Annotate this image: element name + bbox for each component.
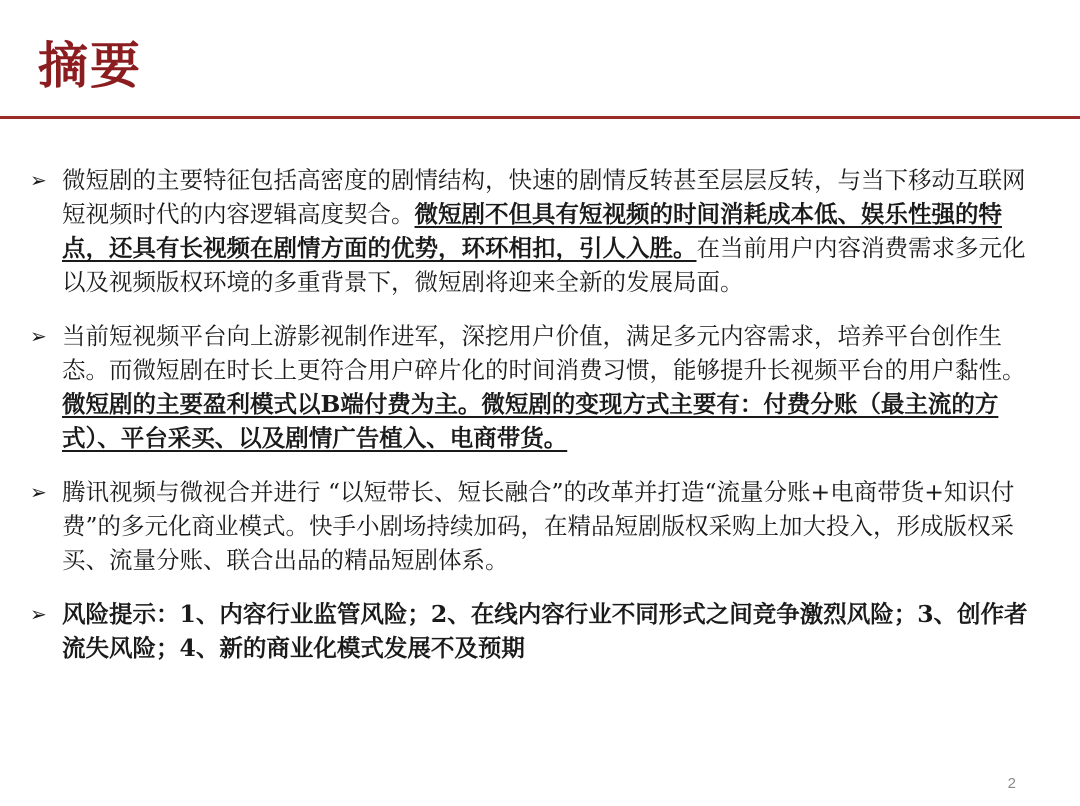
arrow-bullet-icon: ➢ <box>30 480 47 504</box>
arrow-bullet-icon: ➢ <box>30 168 47 192</box>
arrow-bullet-icon: ➢ <box>30 324 47 348</box>
bullet-text: 微短剧的主要特征包括高密度的剧情结构，快速的剧情反转甚至层层反转，与当下移动互联网短视频时代的内容逻辑高度契合。 <box>62 166 1026 228</box>
bullet-item-2 <box>24 319 1034 455</box>
title-divider <box>0 116 1080 119</box>
bullet-emphasis: 微短剧的主要盈利模式以B端付费为主。微短剧的变现方式主要有：付费分账（最主流的方式）、平台采买、以及剧情广告植入、电商带货。 <box>62 390 999 452</box>
bullet-text: 腾讯视频与微视合并进行 “以短带长、短长融合”的改革并打造“流量分账+电商带货+知识付费”的多元化商业模式。快手小剧场持续加码，在精品短剧版权采购上加大投入，形成版权采买、流量分账、联合出品的精品短剧体系。 <box>62 478 1015 574</box>
risk-warning: 风险提示：1、内容行业监管风险；2、在线内容行业不同形式之间竞争激烈风险；3、创作者流失风险；4、新的商业化模式发展不及预期 <box>62 600 1028 662</box>
arrow-bullet-icon: ➢ <box>30 602 47 626</box>
page-title: 摘要 <box>38 36 142 95</box>
page-number: 2 <box>1007 775 1016 792</box>
bullet-text: 当前短视频平台向上游影视制作进军，深挖用户价值，满足多元内容需求，培养平台创作生态。而微短剧在时长上更符合用户碎片化的时间消费习惯，能够提升长视频平台的用户黏性。 <box>62 322 1026 384</box>
bullet-emphasis: 微短剧不但具有短视频的时间消耗成本低、娱乐性强的特点，还具有长视频在剧情方面的优势，环环相扣，引人入胜。 <box>62 200 1002 262</box>
bullet-item-1 <box>24 163 1034 299</box>
bullet-item-3 <box>24 475 1034 577</box>
bullet-item-risk <box>24 597 1034 665</box>
summary-content <box>24 163 1034 685</box>
bullet-text: 在当前用户内容消费需求多元化以及视频版权环境的多重背景下，微短剧将迎来全新的发展局面。 <box>62 234 1026 296</box>
